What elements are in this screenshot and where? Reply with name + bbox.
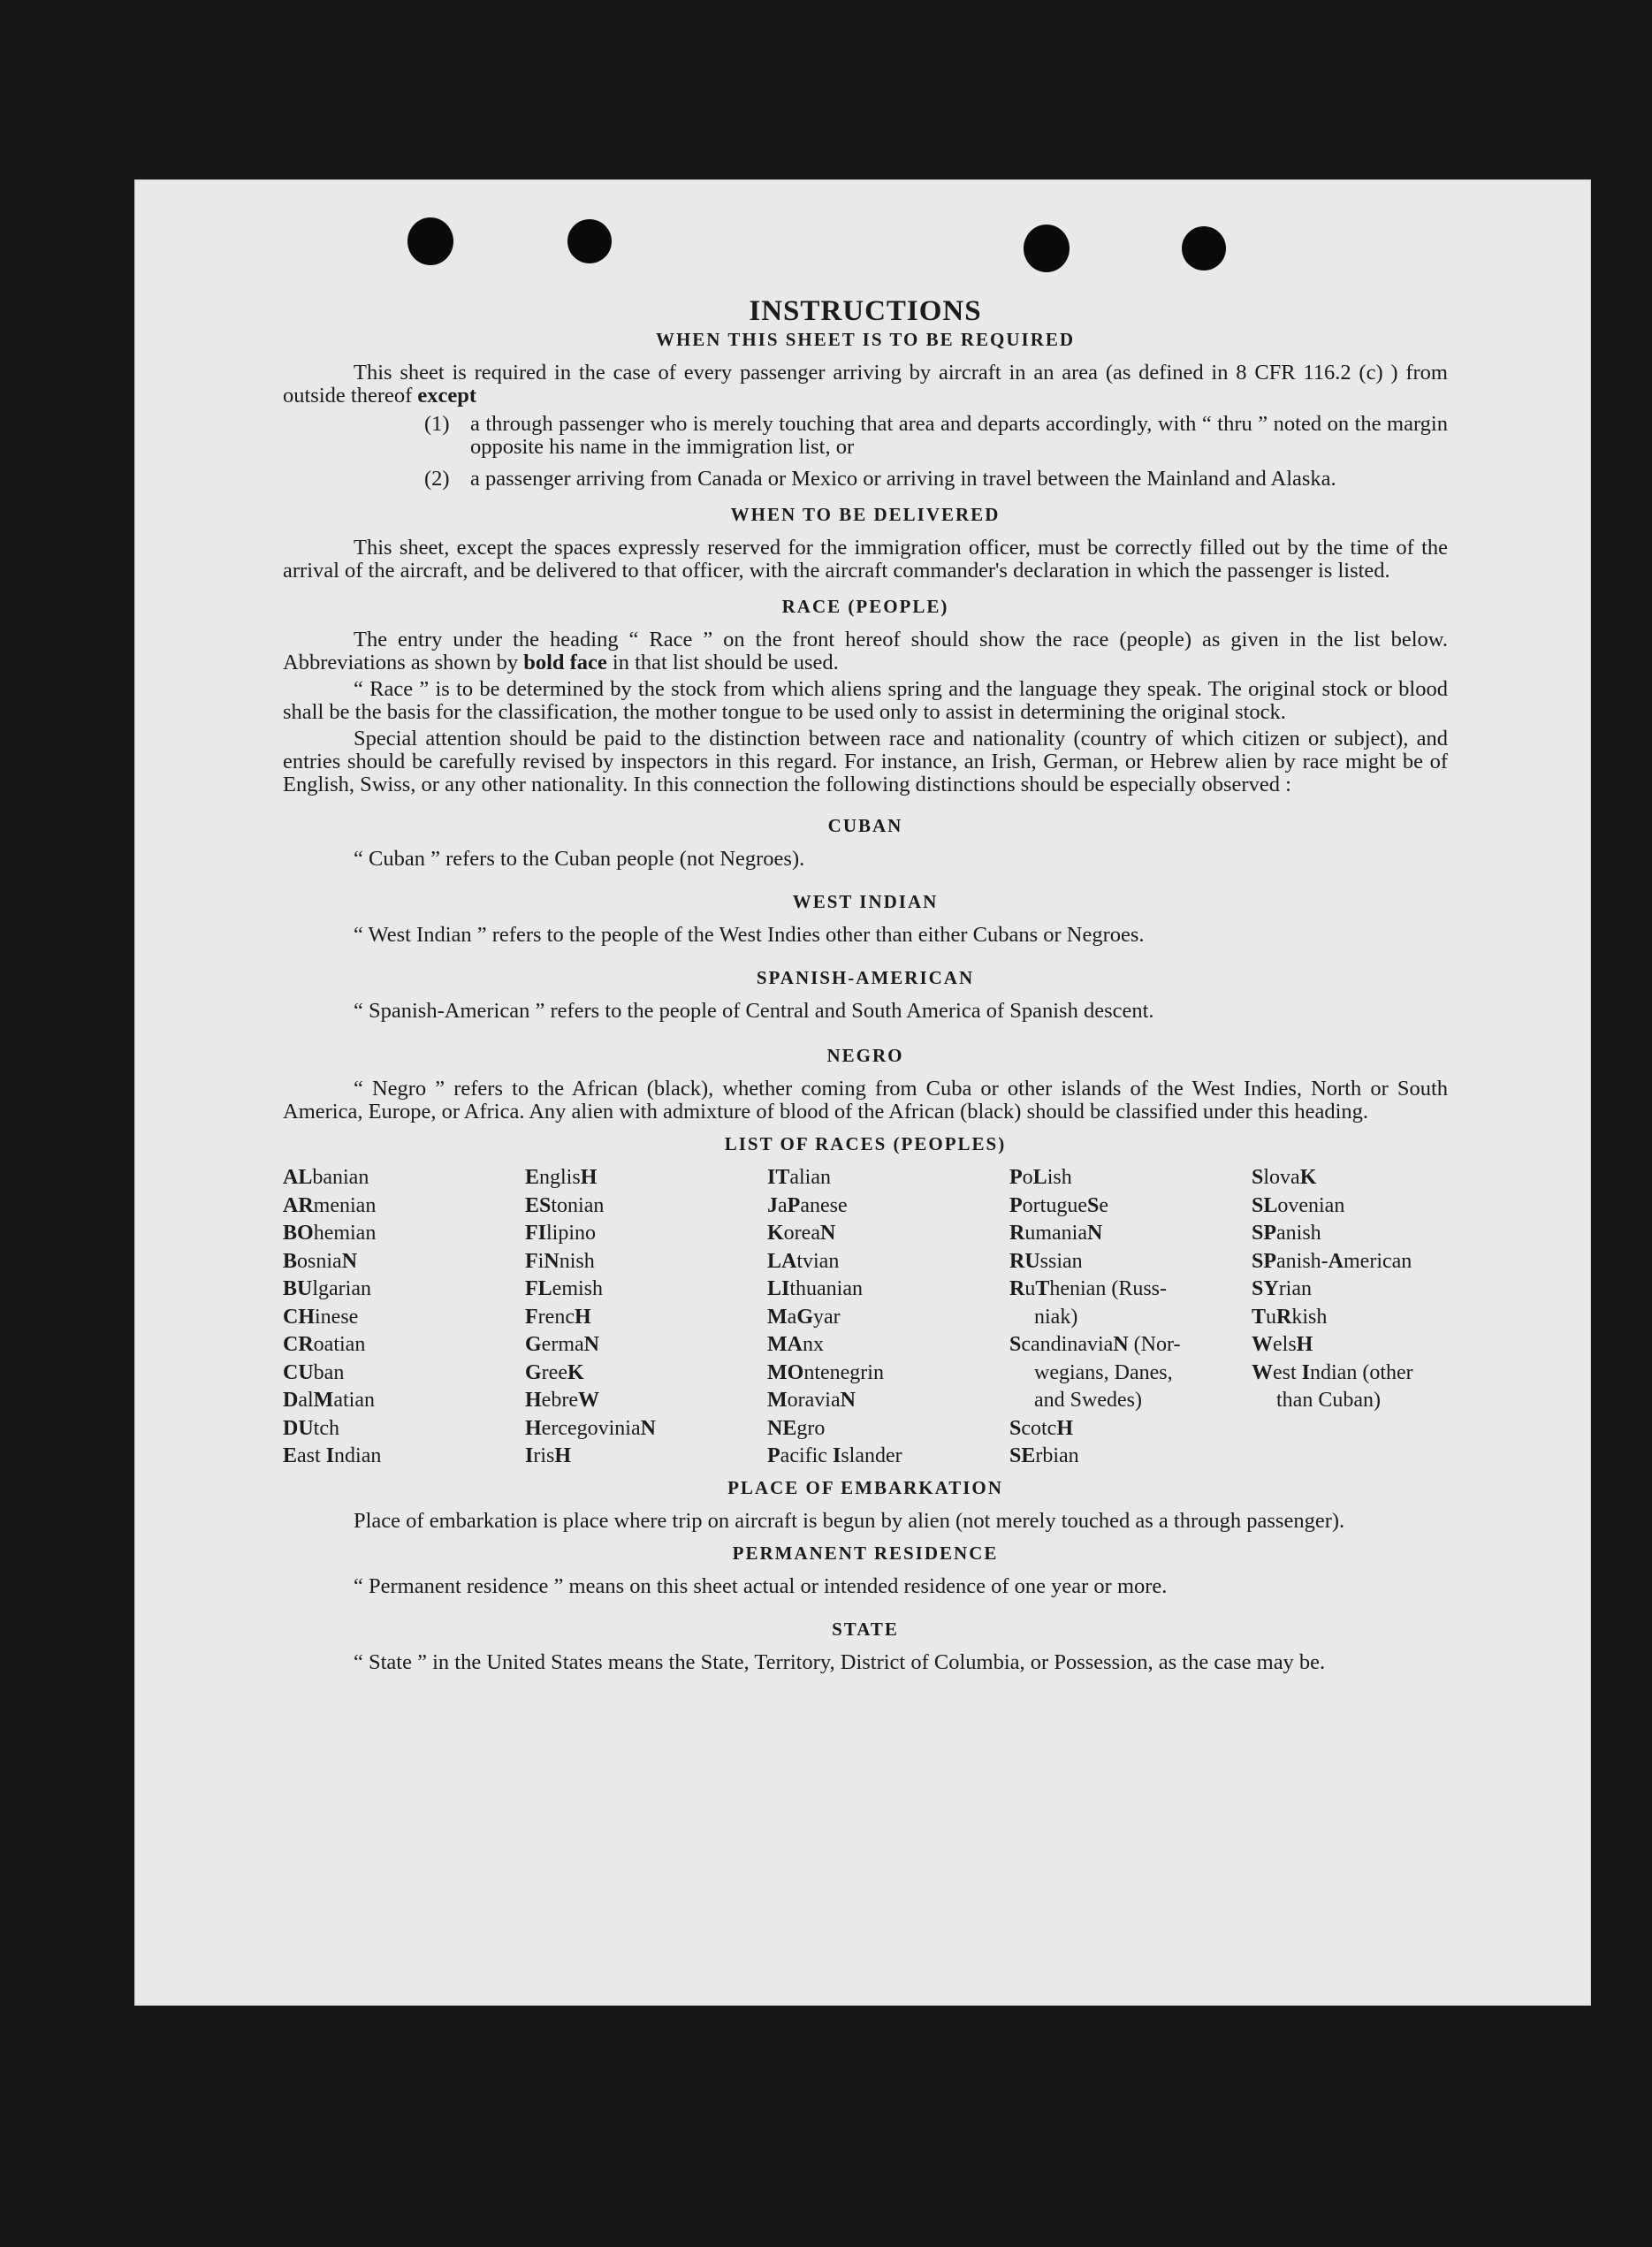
race-entry: SPanish xyxy=(1252,1222,1321,1245)
race-entry: MAnx xyxy=(767,1333,824,1356)
exception-text: a passenger arriving from Canada or Mexico or arriving in travel between the Mainland and Alaska. xyxy=(470,467,1336,491)
punch-hole xyxy=(567,219,612,263)
section-heading-negro: NEGRO xyxy=(826,1045,904,1066)
section-heading-delivered: WHEN TO BE DELIVERED xyxy=(730,504,1001,525)
race-paragraph-2: “ Race ” is to be determined by the stock from which aliens spring and the language they speak. The original stock or blood shall be the basis for the classification, the mother tongue to be used only to assist in determining the original stock. xyxy=(283,677,1448,724)
race-entry: DUtch xyxy=(283,1416,339,1440)
race-entry: MOntenegrin xyxy=(767,1360,884,1384)
punch-hole xyxy=(407,217,453,265)
race-entry: TuRkish xyxy=(1252,1305,1328,1329)
race-entry: East Indian xyxy=(283,1444,382,1467)
races-column xyxy=(1252,1164,1448,1471)
race-entry: LIthuanian xyxy=(767,1277,863,1300)
exception-item-2 xyxy=(424,468,1448,491)
race-entry: RuThenian (Russ- xyxy=(1009,1277,1168,1300)
spanish-american-text: “ Spanish-American ” refers to the people of Central and South America of Spanish descent. xyxy=(354,999,1154,1023)
race-entry: DalMatian xyxy=(283,1389,375,1412)
race-entry: MoraviaN xyxy=(767,1389,856,1412)
race-entry: EnglisH xyxy=(525,1166,598,1189)
sheet-content xyxy=(283,296,1448,1674)
negro-text: “ Negro ” refers to the African (black), whether coming from Cuba or other islands of the West Indies, North or South America, Europe, or Africa. Any alien with admixture of blood of the African (black) should be classified under this heading. xyxy=(283,1077,1448,1124)
race-entry: niak) xyxy=(1034,1305,1078,1329)
races-column xyxy=(525,1164,767,1471)
race-entry: SYrian xyxy=(1252,1277,1312,1300)
race-entry: FIlipino xyxy=(525,1222,597,1245)
race-entry: Pacific Islander xyxy=(767,1444,902,1467)
section-heading-state: STATE xyxy=(832,1618,899,1640)
race-entry: and Swedes) xyxy=(1034,1389,1142,1412)
race-entry: CRoatian xyxy=(283,1333,366,1356)
race-entry: PortugueSe xyxy=(1009,1193,1108,1217)
race-paragraph-1: The entry under the heading “ Race ” on the front hereof should show the race (people) as given in the list below. Abbreviations as shown by bold face in that list should be used. xyxy=(283,628,1448,674)
race-entry: ScotcH xyxy=(1009,1416,1074,1440)
west-indian-text: “ West Indian ” refers to the people of the West Indies other than either Cubans or Negroes. xyxy=(354,923,1145,947)
section-heading-west-indian: WEST INDIAN xyxy=(792,891,939,912)
race-entry: ITalian xyxy=(767,1166,831,1189)
race-entry: BOhemian xyxy=(283,1222,377,1245)
race-entry: HebreW xyxy=(525,1389,599,1412)
section-heading-embarkation: PLACE OF EMBARKATION xyxy=(727,1476,1003,1498)
section-heading-races-list: LIST OF RACES (PEOPLES) xyxy=(724,1133,1007,1154)
race-entry: WelsH xyxy=(1252,1333,1313,1356)
race-entry: wegians, Danes, xyxy=(1034,1360,1173,1384)
section-heading-required: WHEN THIS SHEET IS TO BE REQUIRED xyxy=(655,329,1076,350)
race-entry: SlovaK xyxy=(1252,1166,1317,1189)
race-entry: CUban xyxy=(283,1360,345,1384)
race-entry: FiNnish xyxy=(525,1249,595,1273)
race-entry: ScandinaviaN (Nor- xyxy=(1009,1333,1181,1356)
section-heading-spanish-american: SPANISH-AMERICAN xyxy=(756,967,975,988)
races-list xyxy=(283,1164,1448,1471)
races-column xyxy=(1009,1164,1252,1471)
residence-text: “ Permanent residence ” means on this sheet actual or intended residence of one year or more. xyxy=(354,1573,1168,1598)
race-entry: SErbian xyxy=(1009,1444,1079,1467)
section-heading-residence: PERMANENT RESIDENCE xyxy=(732,1542,999,1564)
embarkation-text: Place of embarkation is place where trip on aircraft is begun by alien (not merely touched as a through passenger). xyxy=(354,1508,1345,1533)
section-heading-cuban: CUBAN xyxy=(827,815,903,836)
race-entry: RUssian xyxy=(1009,1249,1083,1273)
race-entry: FrencH xyxy=(525,1305,591,1329)
race-entry: GermaN xyxy=(525,1333,599,1356)
race-entry: ALbanian xyxy=(283,1166,369,1189)
race-entry: IrisH xyxy=(525,1444,572,1467)
race-entry: PoLish xyxy=(1009,1166,1072,1189)
race-entry: RumaniaN xyxy=(1009,1222,1103,1245)
race-entry: BUlgarian xyxy=(283,1277,371,1300)
exception-number: (1) xyxy=(424,412,450,436)
races-column xyxy=(767,1164,1009,1471)
cuban-text: “ Cuban ” refers to the Cuban people (not Negroes). xyxy=(354,847,805,871)
instruction-sheet xyxy=(134,179,1591,2006)
race-entry: West Indian (other xyxy=(1252,1360,1413,1384)
races-column xyxy=(283,1164,525,1471)
state-text: “ State ” in the United States means the State, Territory, District of Columbia, or Possession, as the case may be. xyxy=(354,1649,1326,1674)
race-entry: BosniaN xyxy=(283,1249,358,1273)
race-entry: SPanish-American xyxy=(1252,1249,1412,1273)
section-heading-race: RACE (PEOPLE) xyxy=(781,596,949,617)
punch-hole xyxy=(1182,226,1226,270)
page-title: INSTRUCTIONS xyxy=(749,295,982,327)
race-entry: than Cuban) xyxy=(1276,1389,1381,1412)
exception-text: a through passenger who is merely touching that area and departs accordingly, with “ thru ” noted on the margin opposite his name in the immigration list, or xyxy=(470,412,1448,459)
race-entry: KoreaN xyxy=(767,1222,836,1245)
punch-hole xyxy=(1024,225,1070,272)
race-entry: SLovenian xyxy=(1252,1193,1345,1217)
delivered-text: This sheet, except the spaces expressly reserved for the immigration officer, must be correctly filled out by the time of the arrival of the aircraft, and be delivered to that officer, with the aircraft commander's declaration in which the passenger is listed. xyxy=(283,536,1448,583)
exception-number: (2) xyxy=(424,467,450,491)
race-entry: GreeK xyxy=(525,1360,584,1384)
race-entry: FLemish xyxy=(525,1277,603,1300)
race-entry: LAtvian xyxy=(767,1249,840,1273)
race-paragraph-3: Special attention should be paid to the distinction between race and nationality (country of which citizen or subject), and entries should be carefully revised by inspectors in this regard. For instance, an Irish, German, or Hebrew alien by race might be of English, Swiss, or any other nationality. In this connection the following distinctions should be especially observed : xyxy=(283,727,1448,796)
race-entry: ARmenian xyxy=(283,1193,377,1217)
exception-item-1 xyxy=(424,413,1448,459)
race-entry: HercegoviniaN xyxy=(525,1416,656,1440)
required-intro: This sheet is required in the case of every passenger arriving by aircraft in an area (as defined in 8 CFR 116.2 (c) ) from outside thereof except xyxy=(283,361,1448,408)
race-entry: CHinese xyxy=(283,1305,359,1329)
race-entry: NEgro xyxy=(767,1416,826,1440)
race-entry: MaGyar xyxy=(767,1305,841,1329)
race-entry: JaPanese xyxy=(767,1193,848,1217)
race-entry: EStonian xyxy=(525,1193,605,1217)
